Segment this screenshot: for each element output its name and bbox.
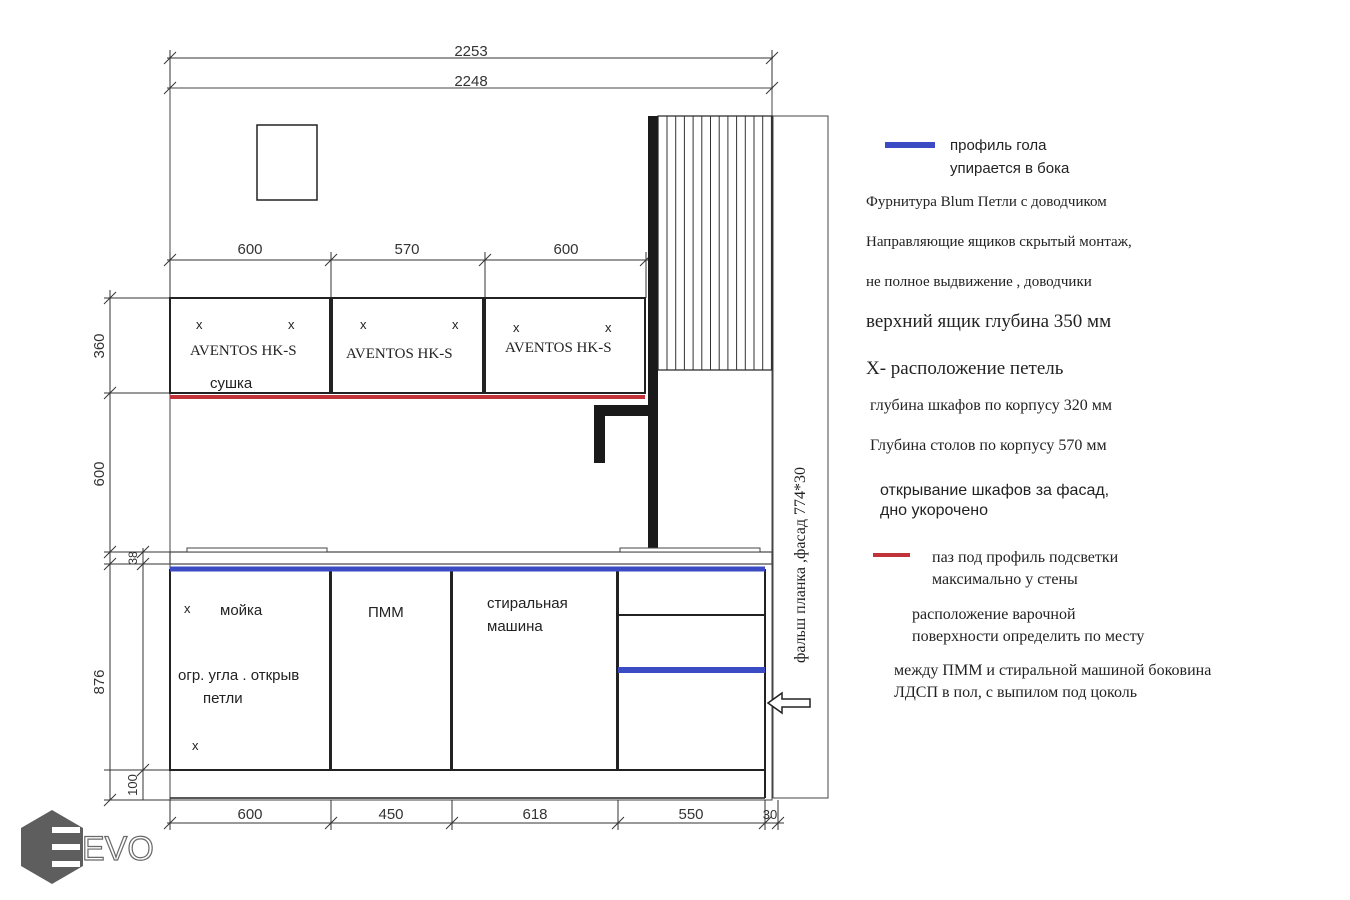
logo-text: EVO <box>82 830 154 868</box>
height-dimensions <box>91 290 172 806</box>
note-wall-depth: глубина шкафов по корпусу 320 мм <box>870 397 1112 414</box>
sink-note-line1: огр. угла . открыв <box>178 667 300 684</box>
note-opening-2: дно укорочено <box>880 502 989 519</box>
upper-width-2: 570 <box>394 241 420 258</box>
hinge-mark: x <box>196 317 203 332</box>
note-opening-1: открывание шкафов за фасад, <box>880 482 1110 499</box>
base-width-2: 450 <box>378 806 404 823</box>
note-hinges: Х- расположение петель <box>866 358 1064 379</box>
hinge-mark: x <box>452 317 459 332</box>
upper-cabinets <box>170 298 645 393</box>
base-width-dimensions <box>164 800 784 830</box>
side-panel-label: фальш планка ,фасад 774*30 <box>792 466 809 664</box>
base-height-label: 876 <box>91 669 108 695</box>
note-table-depth: Глубина столов по корпусу 570 мм <box>870 437 1107 454</box>
hinge-mark: x <box>360 317 367 332</box>
note-between-2: ЛДСП в пол, с выпилом под цоколь <box>894 684 1138 701</box>
lift-system-label: AVENTOS HK-S <box>346 346 453 362</box>
inner-width-label: 2248 <box>454 73 488 90</box>
base-cabinets <box>170 570 765 798</box>
hinge-mark: x <box>513 320 520 335</box>
base-width-5: 30 <box>762 807 778 822</box>
countertop <box>170 552 772 564</box>
upper-height-label: 360 <box>91 333 108 359</box>
note-drawers-1: Направляющие ящиков скрытый монтаж, <box>866 234 1132 250</box>
countertop-height-label: 38 <box>126 551 140 565</box>
sink-note-line2: петли <box>203 690 243 707</box>
hinge-mark: x <box>184 601 191 616</box>
overall-width-label: 2253 <box>454 43 488 60</box>
sink-outline <box>187 548 327 552</box>
pipe <box>594 116 658 552</box>
overall-dimensions <box>164 43 778 120</box>
hinge-mark: x <box>288 317 295 332</box>
legend-red-text-1: паз под профиль подсветки <box>932 549 1119 566</box>
note-drawers-2: не полное выдвижение , доводчики <box>866 274 1092 290</box>
upper-width-dimensions <box>164 241 652 298</box>
washer-label-line1: стиральная <box>487 595 568 612</box>
upper-width-3: 600 <box>553 241 579 258</box>
note-between-1: между ПММ и стиральной машиной боковина <box>894 662 1212 679</box>
base-width-1: 600 <box>237 806 263 823</box>
hinge-mark: x <box>192 738 199 753</box>
legend-blue-text-1: профиль гола <box>950 137 1047 154</box>
dishwasher-label: ПММ <box>368 604 404 621</box>
washer-label-line2: машина <box>487 618 543 635</box>
hob-outline <box>620 548 760 552</box>
plinth-height-label: 100 <box>125 774 140 796</box>
base-width-3: 618 <box>522 806 548 823</box>
sink-label: мойка <box>220 602 263 619</box>
legend-red-text-2: максимально у стены <box>932 571 1078 588</box>
gap-height-label: 600 <box>91 461 108 487</box>
upper-width-1: 600 <box>237 241 263 258</box>
arrow-left-icon <box>768 693 810 713</box>
note-top-drawer: верхний ящик глубина 350 мм <box>866 311 1112 332</box>
dryer-label: сушка <box>210 375 253 392</box>
lift-system-label: AVENTOS HK-S <box>505 340 612 356</box>
base-cabinet-dishwasher <box>331 570 451 770</box>
evo-logo <box>21 810 154 884</box>
lift-system-label: AVENTOS HK-S <box>190 343 297 359</box>
base-width-4: 550 <box>678 806 704 823</box>
window <box>257 125 317 200</box>
hinge-mark: x <box>605 320 612 335</box>
note-hob-2: поверхности определить по месту <box>912 628 1145 645</box>
note-hardware: Фурнитура Blum Петли с доводчиком <box>866 194 1107 210</box>
legend-blue-text-2: упирается в бока <box>950 160 1070 177</box>
note-hob-1: расположение варочной <box>912 606 1076 623</box>
column-slats <box>658 116 772 370</box>
notes <box>866 194 1211 701</box>
